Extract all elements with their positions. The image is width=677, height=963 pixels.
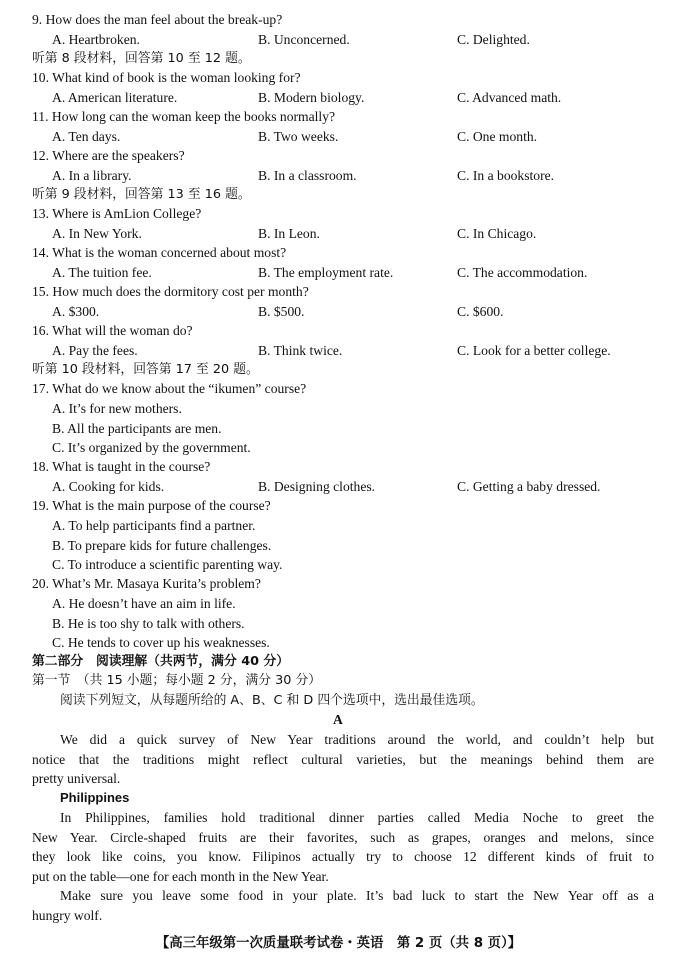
part-heading: 第二部分 阅读理解（共两节，满分 40 分） bbox=[32, 654, 290, 669]
option-a: A. It’s for new mothers. bbox=[52, 401, 182, 416]
option-c: C. He tends to cover up his weaknesses. bbox=[52, 635, 270, 650]
option-c: C. It’s organized by the government. bbox=[52, 440, 251, 455]
passage-line: Make sure you leave some food in your plate. It’s bad luck to start the New Year off as a bbox=[60, 888, 654, 903]
passage-subheading: Philippines bbox=[60, 790, 130, 805]
option-c: C. In a bookstore. bbox=[457, 168, 555, 183]
option-a: A. Ten days. bbox=[52, 129, 121, 144]
section-heading: 第一节 （共 15 小题；每小题 2 分，满分 30 分） bbox=[32, 673, 322, 688]
option-b: B. The employment rate. bbox=[258, 265, 394, 280]
question-17: 17. What do we know about the “ikumen” course? bbox=[32, 381, 307, 396]
question-10: 10. What kind of book is the woman looking for? bbox=[32, 70, 301, 85]
option-c: C. To introduce a scientific parenting way. bbox=[52, 557, 283, 572]
passage-label: A bbox=[333, 712, 343, 727]
passage-line: We did a quick survey of New Year traditions around the world, and couldn’t help but bbox=[60, 732, 654, 747]
option-c: C. Delighted. bbox=[457, 32, 530, 47]
listening-instruction: 听第 8 段材料，回答第 10 至 12 题。 bbox=[32, 51, 251, 66]
passage-line: pretty universal. bbox=[32, 771, 121, 786]
question-11: 11. How long can the woman keep the books normally? bbox=[32, 109, 336, 124]
question-13: 13. Where is AmLion College? bbox=[32, 206, 202, 221]
option-b: B. Two weeks. bbox=[258, 129, 339, 144]
option-c: C. Advanced math. bbox=[457, 90, 562, 105]
option-c: C. $600. bbox=[457, 304, 504, 319]
passage-line: In Philippines, families hold traditional dinner parties called Media Noche to greet the bbox=[60, 810, 654, 825]
option-c: C. The accommodation. bbox=[457, 265, 588, 280]
passage-line: notice that the traditions might reflect cultural varieties, but the meanings behind them are bbox=[32, 752, 654, 767]
option-a: A. The tuition fee. bbox=[52, 265, 152, 280]
option-c: C. Look for a better college. bbox=[457, 343, 611, 358]
listening-instruction: 听第 10 段材料，回答第 17 至 20 题。 bbox=[32, 362, 259, 377]
question-9: 9. How does the man feel about the break-up? bbox=[32, 12, 283, 27]
question-20: 20. What’s Mr. Masaya Kurita’s problem? bbox=[32, 576, 261, 591]
passage-line: they look like coins, you know. Filipinos actually try to choose 12 different kinds of fruit to bbox=[32, 849, 654, 864]
option-a: A. Cooking for kids. bbox=[52, 479, 165, 494]
option-b: B. Modern biology. bbox=[258, 90, 365, 105]
question-18: 18. What is taught in the course? bbox=[32, 459, 211, 474]
reading-instruction: 阅读下列短文，从每题所给的 A、B、C 和 D 四个选项中，选出最佳选项。 bbox=[60, 693, 484, 708]
option-a: A. In a library. bbox=[52, 168, 132, 183]
option-a: A. Heartbroken. bbox=[52, 32, 140, 47]
option-a: A. American literature. bbox=[52, 90, 178, 105]
option-b: B. He is too shy to talk with others. bbox=[52, 616, 245, 631]
option-a: A. To help participants find a partner. bbox=[52, 518, 256, 533]
option-c: C. Getting a baby dressed. bbox=[457, 479, 601, 494]
option-c: C. In Chicago. bbox=[457, 226, 537, 241]
option-a: A. He doesn’t have an aim in life. bbox=[52, 596, 236, 611]
listening-instruction: 听第 9 段材料，回答第 13 至 16 题。 bbox=[32, 187, 251, 202]
page-footer: 【高三年级第一次质量联考试卷・英语 第 2 页（共 8 页）】 bbox=[155, 936, 522, 951]
option-b: B. All the participants are men. bbox=[52, 421, 222, 436]
option-b: B. In Leon. bbox=[258, 226, 320, 241]
passage-line: New Year. Circle-shaped fruits are their favorites, such as grapes, oranges and melons, since bbox=[32, 830, 654, 845]
question-16: 16. What will the woman do? bbox=[32, 323, 193, 338]
option-b: B. Designing clothes. bbox=[258, 479, 376, 494]
passage-line: hungry wolf. bbox=[32, 908, 103, 923]
option-a: A. In New York. bbox=[52, 226, 142, 241]
option-b: B. Think twice. bbox=[258, 343, 343, 358]
option-c: C. One month. bbox=[457, 129, 538, 144]
option-b: B. In a classroom. bbox=[258, 168, 357, 183]
option-a: A. Pay the fees. bbox=[52, 343, 138, 358]
question-19: 19. What is the main purpose of the course? bbox=[32, 498, 271, 513]
option-b: B. To prepare kids for future challenges. bbox=[52, 538, 272, 553]
option-b: B. $500. bbox=[258, 304, 305, 319]
question-14: 14. What is the woman concerned about most? bbox=[32, 245, 287, 260]
option-b: B. Unconcerned. bbox=[258, 32, 350, 47]
question-15: 15. How much does the dormitory cost per month? bbox=[32, 284, 309, 299]
passage-line: put on the table—one for each month in the New Year. bbox=[32, 869, 329, 884]
option-a: A. $300. bbox=[52, 304, 100, 319]
question-12: 12. Where are the speakers? bbox=[32, 148, 185, 163]
